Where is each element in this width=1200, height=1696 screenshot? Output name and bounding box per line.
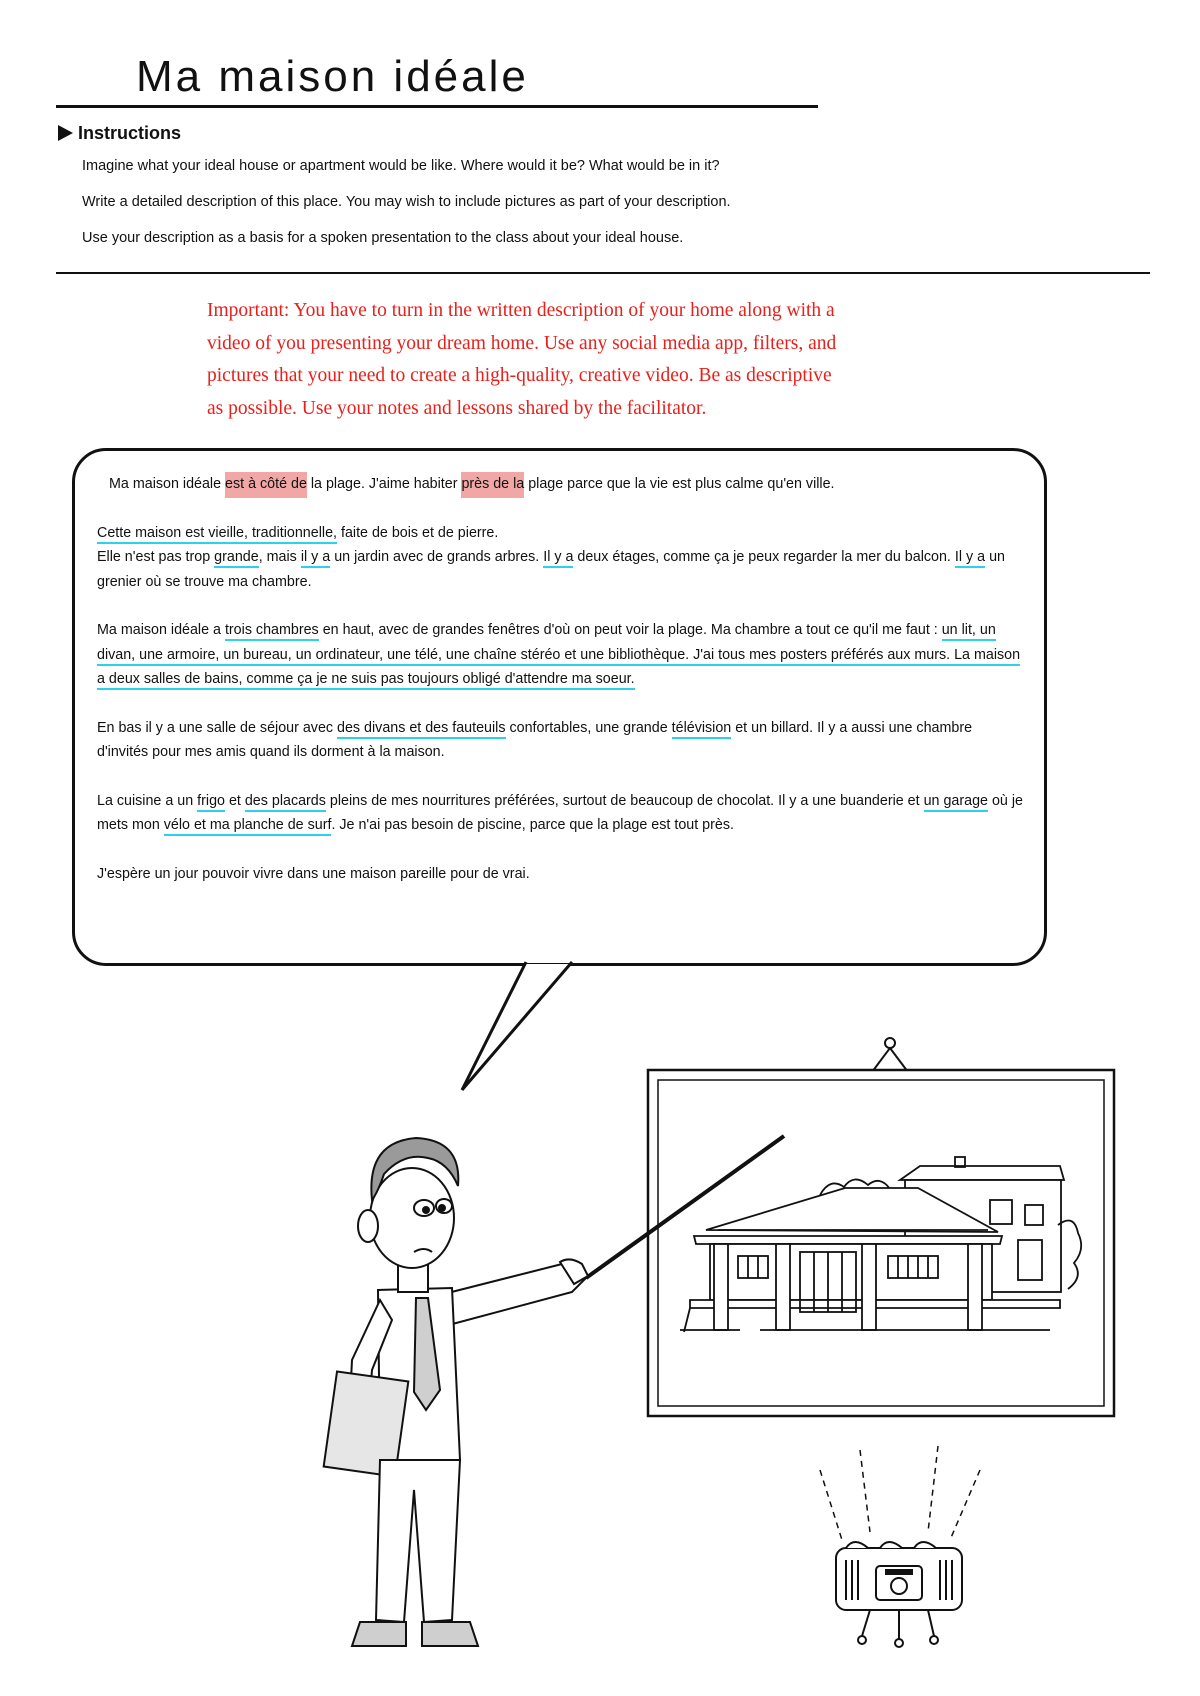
underlined-phrase: un lit, un divan, une armoire, un bureau, un ordinateur, une télé, une chaîne stéréo et une bibliothèque. J'ai tous mes posters préférés aux murs. La maison a deux salles de bains, comme ça je ne suis pas toujours obligé d'attendre ma soeur. — [97, 622, 1020, 690]
underlined-phrase: télévision — [672, 720, 732, 739]
instruction-line: Imagine what your ideal house or apartment would be like. Where would it be? What would be in it? — [82, 158, 720, 174]
underlined-phrase: un garage — [924, 793, 988, 812]
essay-text-run: un grenier où se trouve ma chambre. — [97, 549, 1005, 590]
essay-text-run: un jardin avec de grands arbres. — [330, 549, 544, 565]
underlined-phrase: il y a — [301, 549, 330, 568]
page-title: Ma maison idéale — [136, 52, 529, 101]
underlined-phrase: Il y a — [543, 549, 573, 568]
instructions-heading-label: Instructions — [78, 123, 182, 143]
essay-text-run: en haut, avec de grandes fenêtres d'où on peut voir la plage. Ma chambre a tout ce qu'il me faut : — [318, 622, 942, 638]
essay-paragraph — [97, 521, 1027, 595]
important-line: pictures that your need to create a high-quality, creative video. Be as descriptive — [207, 365, 832, 386]
essay-paragraph: J'espère un jour pouvoir vivre dans une maison pareille pour de vrai. — [97, 865, 530, 882]
underlined-phrase: des placards — [245, 793, 326, 812]
essay-text-run: Ma maison idéale — [109, 476, 226, 492]
underlined-phrase: trois chambres — [225, 622, 319, 641]
essay-text-run: confortables, une grande — [505, 719, 672, 736]
instruction-line: Use your description as a basis for a spoken presentation to the class about your ideal house. — [82, 230, 684, 246]
underlined-phrase: grande — [214, 549, 259, 568]
essay-text-run: et un billard. Il y a aussi une chambre d'invités pour mes amis quand ils dorment à la maison. — [97, 719, 973, 760]
essay-text-run: où je mets mon — [97, 792, 1023, 833]
essay-paragraph — [97, 618, 1027, 692]
instruction-line: Write a detailed description of this place. You may wish to include pictures as part of your description. — [82, 194, 731, 210]
underlined-phrase: frigo — [197, 793, 225, 812]
highlighted-phrase: près de la — [461, 472, 524, 498]
important-line: Important: You have to turn in the written description of your home along with a — [207, 300, 835, 321]
essay-text-run: Elle n'est pas trop — [97, 549, 215, 565]
essay-text-run: La cuisine a un — [97, 792, 198, 809]
essay-text-run: la plage. J'aime habiter — [306, 476, 462, 492]
essay-text-run: pleins de mes nourritures préférées, surtout de beaucoup de chocolat. Il y a une buanderie et — [325, 792, 924, 809]
underlined-phrase: Il y a — [955, 549, 985, 568]
essay-text-run: plage parce que la vie est plus calme qu'en ville. — [524, 476, 835, 492]
essay-text-run: , mais — [258, 549, 301, 565]
essay-text — [97, 472, 1027, 910]
teacher-figure — [324, 1138, 588, 1646]
essay-text-run: deux étages, comme ça je peux regarder la mer du balcon. — [573, 549, 955, 565]
essay-text-run: Ma maison idéale a — [97, 622, 225, 638]
underlined-phrase: des divans et des fauteuils — [337, 720, 506, 739]
essay-paragraph — [97, 789, 1027, 838]
essay-text-run: . Je n'ai pas besoin de piscine, parce que la plage est tout près. — [331, 817, 734, 833]
essay-text-run: faite de bois et de pierre. — [337, 524, 499, 541]
projector — [820, 1446, 980, 1647]
underlined-phrase: Cette maison est vieille, traditionnelle, — [97, 525, 337, 544]
speech-bubble-tail — [462, 962, 572, 1090]
underlined-phrase: vélo et ma planche de surf — [164, 817, 332, 836]
highlighted-phrase: est à côté de — [225, 472, 307, 498]
important-line: video of you presenting your dream home. Use any social media app, filters, and — [207, 332, 837, 354]
essay-text-run: En bas il y a une salle de séjour avec — [97, 719, 338, 736]
essay-paragraph — [97, 716, 1027, 765]
important-line: as possible. Use your notes and lessons shared by the facilitator. — [207, 397, 707, 419]
essay-text-run: et — [224, 792, 245, 809]
essay-paragraph — [97, 472, 1027, 497]
